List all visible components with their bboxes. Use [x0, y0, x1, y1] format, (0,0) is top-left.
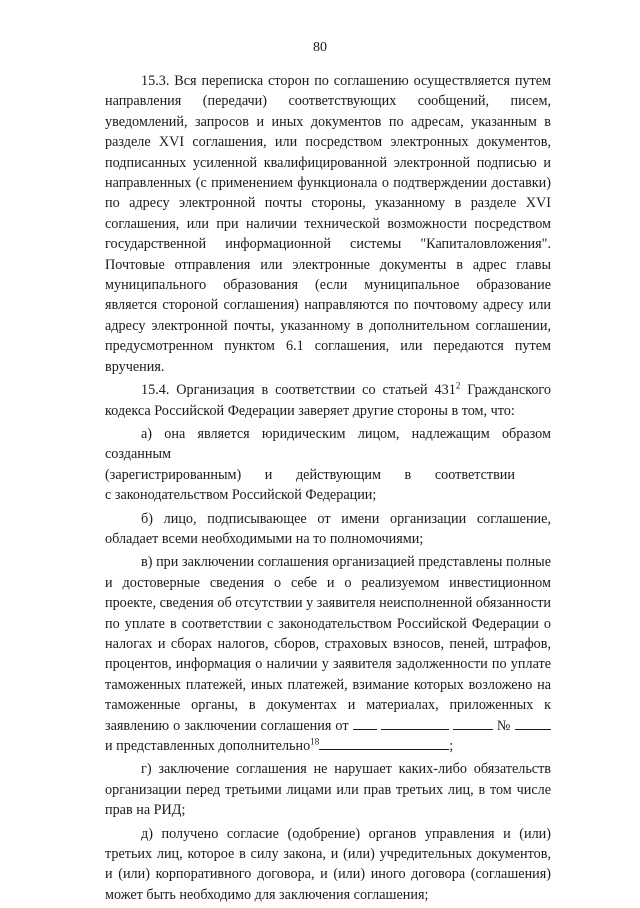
blank-date-day	[353, 717, 377, 730]
footnote-ref-18: 18	[310, 736, 320, 747]
conjunction-and: и	[105, 738, 113, 754]
paragraph-a	[105, 424, 551, 506]
paragraph-v-tail: представленных дополнительно	[116, 738, 311, 754]
paragraph-g: г) заключение соглашения не нарушает каких-либо обязательств организации перед третьими лицами или прав третьих лиц, в том числе прав на РИД;	[105, 761, 551, 819]
footnote-ref-2: 2	[455, 380, 461, 391]
document-body	[105, 71, 551, 908]
paragraph-a-line1: а) она является юридическим лицом, надлежащим образом созданным	[105, 425, 551, 463]
paragraph-15-4-start: 15.4. Организация в соответствии со статьей 431	[141, 382, 456, 399]
paragraph-a-line3: с законодательством Российской Федерации;	[105, 487, 377, 504]
blank-date-month	[381, 717, 449, 730]
blank-additional-docs	[319, 737, 449, 750]
paragraph-v-main: в) при заключении соглашения организацией представлены полные и достоверные сведения о себе и о реализуемом инвестиционном проекте, сведения об отсутствии у заявителя неисполненной обязанности по уплате в соответствии с законодательством Российской Федерации о налогах и сборах налогов, сборов, страховых взносов, пеней, штрафов, процентов, информация о наличии у заявителя задолженности по уплате таможенных платежей, иных платежей, взимание которых возложено на таможенные органы, в документах и материалах, приложенных к заявлению о заключении соглашения от	[105, 554, 551, 734]
paragraph-15-4	[105, 380, 551, 421]
paragraph-15-4-end: Гражданского кодекса Российской Федерации заверяет другие стороны в том, что:	[105, 382, 551, 419]
number-sign: №	[496, 717, 511, 734]
paragraph-d: д) получено согласие (одобрение) органов управления и (или) третьих лиц, которое в силу закона, и (или) учредительных документов, и (или) корпоративного договора, и (или) иного договора (соглашения) может быть необходимо для заключения соглашения;	[105, 825, 551, 903]
blank-date-year	[453, 717, 493, 730]
paragraph-v: в) при заключении соглашения организацией представлены полные и достоверные сведения о себе и о реализуемом инвестиционном проекте, сведения об отсутствии у заявителя неисполненной обязанности по уплате в соответствии с законодательством Российской Федерации о налогах и сборах налогов, сборов, страховых взносов, пеней, штрафов, процентов, информация о наличии у заявителя задолженности по уплате таможенных платежей, иных платежей, взимание которых возложено на таможенные органы, в документах и материалах, приложенных к заявлению о заключении соглашения от № и представленных дополнительно$^{18}$ ;	[105, 554, 551, 754]
blank-doc-number	[515, 717, 551, 730]
paragraph-15-3: 15.3. Вся переписка сторон по соглашению осуществляется путем направления (передачи) соответствующих сообщений, писем, уведомлений, запросов и иных документов по адресам, указанным в разделе XVI соглашения, или посредством электронных документов, подписанных усиленной квалифицированной электронной подписью и направленных (с применением функционала о подтверждении доставки) по адресу электронной почты стороны, указанному в разделе XVI соглашения, или при наличии технической возможности посредством государственной информационной системы "Капиталовложения". Почтовые отправления или электронные документы в адрес главы муниципального образования (если муниципальное образование является стороной соглашения) направляются по почтовому адресу или адресу электронной почты, указанному в дополнительном соглашении, предусмотренном пунктом 6.1 соглашения, или передаются путем вручения.	[105, 73, 551, 375]
paragraph-b: б) лицо, подписывающее от имени организации соглашение, обладает всеми необходимыми на то полномочиями;	[105, 510, 551, 547]
paragraph-a-line2: (зарегистрированным) и действующим в соответствии	[105, 466, 515, 483]
page-number: 80	[313, 40, 327, 55]
